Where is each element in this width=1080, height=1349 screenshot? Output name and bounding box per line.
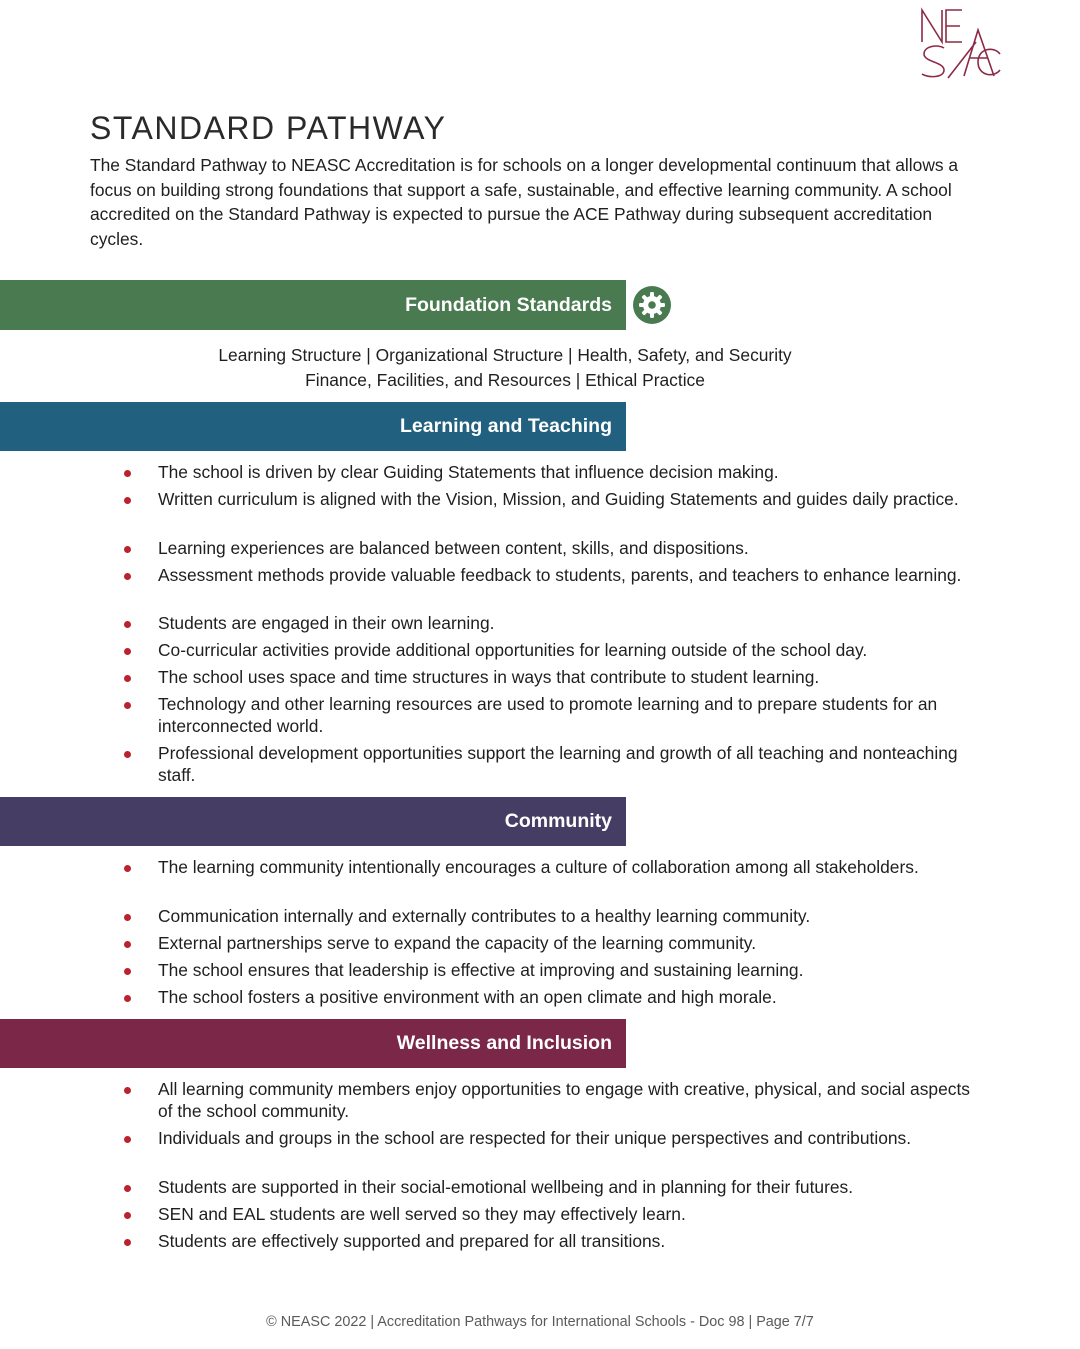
foundation-line: Finance, Facilities, and Resources | Ethical Practice bbox=[305, 369, 705, 390]
page-title: STANDARD PATHWAY bbox=[90, 110, 447, 146]
bullet-dot bbox=[124, 621, 131, 628]
bullet-dot bbox=[124, 648, 131, 655]
list-item: Co-curricular activities provide additional opportunities for learning outside of the school day. bbox=[158, 640, 973, 662]
bullet-dot bbox=[124, 675, 131, 682]
list-item: The learning community intentionally encourages a culture of collaboration among all stakeholders. bbox=[158, 857, 973, 879]
list-item: Communication internally and externally contributes to a healthy learning community. bbox=[158, 906, 973, 928]
neasc-logo bbox=[916, 6, 1002, 80]
foundation-standards-list bbox=[0, 343, 1010, 392]
bullet-dot bbox=[124, 470, 131, 477]
bullet-dot bbox=[124, 497, 131, 504]
bullet-dot bbox=[124, 1087, 131, 1094]
bullet-dot bbox=[124, 751, 131, 758]
list-item: The school is driven by clear Guiding Statements that influence decision making. bbox=[158, 462, 973, 484]
list-item: The school fosters a positive environment with an open climate and high morale. bbox=[158, 987, 973, 1009]
bullet-dot bbox=[124, 995, 131, 1002]
bullet-dot bbox=[124, 865, 131, 872]
list-item: The school ensures that leadership is effective at improving and sustaining learning. bbox=[158, 960, 973, 982]
community-heading bbox=[0, 797, 626, 846]
bullet-dot bbox=[124, 1212, 131, 1219]
page-footer: © NEASC 2022 | Accreditation Pathways for International Schools - Doc 98 | Page 7/7 bbox=[266, 1314, 814, 1330]
bullet-dot bbox=[124, 1185, 131, 1192]
learning-and-teaching-heading bbox=[0, 402, 626, 451]
list-item: Technology and other learning resources are used to promote learning and to prepare students for an interconnected world. bbox=[158, 694, 973, 737]
list-item: Learning experiences are balanced between content, skills, and dispositions. bbox=[158, 538, 973, 560]
bullet-dot bbox=[124, 941, 131, 948]
intro-paragraph: The Standard Pathway to NEASC Accreditation is for schools on a longer developmental continuum that allows a focus on building strong foundations that support a safe, sustainable, and effective learning community. A school accredited on the Standard Pathway is expected to pursue the ACE Pathway during subsequent accreditation cycles. bbox=[90, 155, 959, 249]
list-item: Students are engaged in their own learning. bbox=[158, 613, 973, 635]
bullet-dot bbox=[124, 1136, 131, 1143]
foundation-standards-heading bbox=[0, 280, 626, 330]
bullet-dot bbox=[124, 573, 131, 580]
bullet-dot bbox=[124, 702, 131, 709]
list-item: Written curriculum is aligned with the Vision, Mission, and Guiding Statements and guides daily practice. bbox=[158, 489, 973, 511]
list-item: All learning community members enjoy opportunities to engage with creative, physical, and social aspects of the school community. bbox=[158, 1079, 973, 1122]
wellness-and-inclusion-heading bbox=[0, 1019, 626, 1068]
list-item: External partnerships serve to expand the capacity of the learning community. bbox=[158, 933, 973, 955]
learning-and-teaching-label: Learning and Teaching bbox=[400, 415, 612, 437]
list-item: SEN and EAL students are well served so they may effectively learn. bbox=[158, 1204, 973, 1226]
list-item: Professional development opportunities support the learning and growth of all teaching and nonteaching staff. bbox=[158, 743, 973, 786]
list-item: Individuals and groups in the school are respected for their unique perspectives and contributions. bbox=[158, 1128, 973, 1150]
gear-icon bbox=[632, 285, 672, 325]
bullet-dot bbox=[124, 914, 131, 921]
community-label: Community bbox=[504, 810, 612, 832]
list-item: The school uses space and time structures in ways that contribute to student learning. bbox=[158, 667, 973, 689]
list-item: Assessment methods provide valuable feedback to students, parents, and teachers to enhance learning. bbox=[158, 565, 973, 587]
list-item: Students are effectively supported and prepared for all transitions. bbox=[158, 1231, 973, 1253]
bullet-dot bbox=[124, 1239, 131, 1246]
wellness-and-inclusion-label: Wellness and Inclusion bbox=[396, 1032, 612, 1054]
bullet-dot bbox=[124, 968, 131, 975]
list-item: Students are supported in their social-emotional wellbeing and in planning for their futures. bbox=[158, 1177, 973, 1199]
foundation-standards-label: Foundation Standards bbox=[405, 293, 612, 316]
bullet-dot bbox=[124, 546, 131, 553]
foundation-line: Learning Structure | Organizational Structure | Health, Safety, and Security bbox=[218, 345, 792, 365]
